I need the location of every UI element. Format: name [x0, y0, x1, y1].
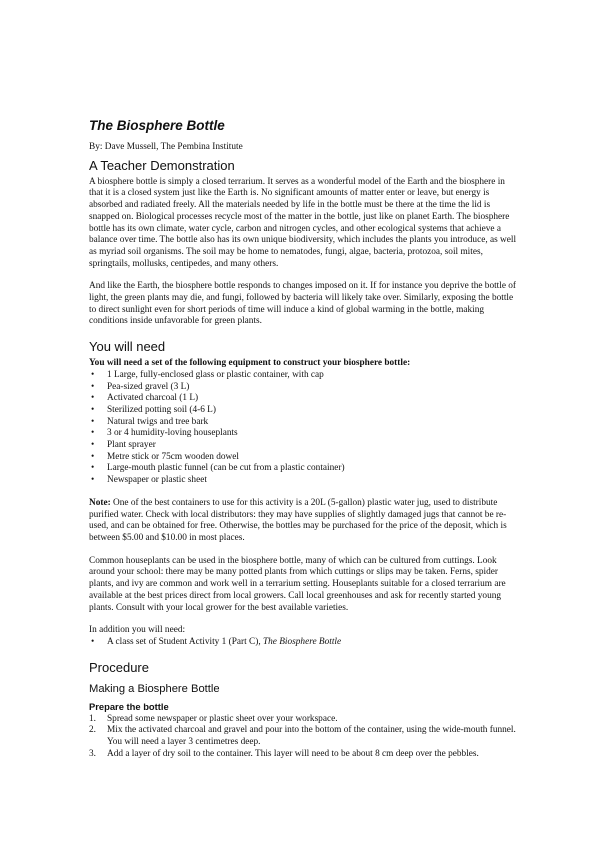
list-item: • Pea-sized gravel (3 L): [89, 382, 519, 394]
equipment-lead: You will need a set of the following equipment to construct your biosphere bottle:: [89, 358, 411, 369]
document-page: [89, 118, 519, 760]
list-item: • Activated charcoal (1 L): [89, 393, 519, 405]
note-paragraph: [89, 498, 519, 545]
addition-item-text: A class set of Student Activity 1 (Part C),: [107, 636, 263, 647]
list-item: • Metre stick or 75cm wooden dowel: [89, 452, 519, 464]
step-item: [89, 714, 519, 726]
step-number: 1.: [89, 713, 96, 724]
section-heading-procedure: Procedure: [89, 659, 149, 675]
intro-paragraph-2: And like the Earth, the biosphere bottle responds to changes imposed on it. If for instance you deprive the bottle of light, the green plants may die, and fungi, followed by bacteria will likely take over. Similarly, exposing the bottle to direct sunlight even for short periods of time will induce a kind of global warming in the bottle, making conditions inside unfavorable for green plants.: [89, 281, 517, 327]
procedure-steps: [89, 714, 519, 761]
step-number: 2.: [89, 725, 96, 736]
addition-item-italic: The Biosphere Bottle: [262, 636, 342, 647]
section-heading-you-will-need: You will need: [89, 339, 166, 355]
list-item: • Natural twigs and tree bark: [89, 417, 519, 429]
list-item: • 3 or 4 humidity-loving houseplants: [89, 428, 519, 440]
equipment-list: [89, 370, 519, 487]
step-item: [89, 725, 519, 748]
byline: By: Dave Mussell, The Pembina Institute: [89, 142, 243, 152]
list-item: • 1 Large, fully-enclosed glass or plastic container, with cap: [89, 370, 519, 382]
addition-lead: In addition you will need:: [89, 625, 186, 636]
addition-list: [89, 637, 519, 649]
step-text: Mix the activated charcoal and gravel and pour into the bottom of the container, using the wide-mouth funnel. You will need a layer 3 centimetres deep.: [107, 725, 516, 748]
list-item: • Large-mouth plastic funnel (can be cut from a plastic container): [89, 463, 519, 475]
subsection-heading-making: Making a Biosphere Bottle: [89, 682, 220, 695]
document-title: The Biosphere Bottle: [89, 118, 225, 133]
houseplants-paragraph: Common houseplants can be used in the biosphere bottle, many of which can be cultured from cuttings. Look around your school: there may be many potted plants from which cuttings or slips may be taken. Ferns, spider plants, and ivy are common and work well in a terrarium setting. Houseplants suitable for a closed terrarium are available at the best prices direct from local growers. Call local greenhouses and ask for recently started young plants. Consult with your local grower for the best available varieties.: [89, 555, 506, 613]
section-heading-teacher-demonstration: A Teacher Demonstration: [89, 157, 235, 173]
step-text: Add a layer of dry soil to the container. This layer will need to be about 8 cm deep over the pebbles.: [107, 748, 479, 759]
step-item: [89, 749, 519, 761]
intro-paragraph-1: A biosphere bottle is simply a closed terrarium. It serves as a wonderful model of the Earth and the biosphere in that it is a closed system just like the Earth is. No significant amounts of matter enter or leave, but energy is absorbed and radiated freely. All the materials needed by life in the bottle must be there at the time the lid is snapped on. Biological processes recycle most of the matter in the bottle, just like on planet Earth. The biosphere bottle has its own climate, water cycle, carbon and nitrogen cycles, and other ecological systems that achieve a balance over time. The bottle also has its own unique biodiversity, which includes the plants you introduce, as well as myriad soil organisms. The soil may be home to nematodes, fungi, algae, bacteria, protozoa, soil mites, springtails, mollusks, centipedes, and many others.: [89, 176, 517, 269]
list-item: • Newspaper or plastic sheet: [89, 475, 519, 487]
step-number: 3.: [89, 748, 96, 759]
list-item: • Sterilized potting soil (4-6 L): [89, 405, 519, 417]
step-text: Spread some newspaper or plastic sheet over your workspace.: [107, 713, 338, 724]
list-item: [89, 637, 519, 649]
list-item: • Plant sprayer: [89, 440, 519, 452]
note-label: Note:: [89, 497, 111, 508]
prepare-heading: Prepare the bottle: [89, 700, 169, 712]
note-text: One of the best containers to use for this activity is a 20L (5-gallon) plastic water jug, used to distribute purified water. Check with local distributors: they may have supplies of slightly damaged jugs that cannot be re-used, and can be obtained for free. Otherwise, the bottles may be purchased for the price of the deposit, which is between $5.00 and $10.00 in most places.: [89, 497, 507, 543]
